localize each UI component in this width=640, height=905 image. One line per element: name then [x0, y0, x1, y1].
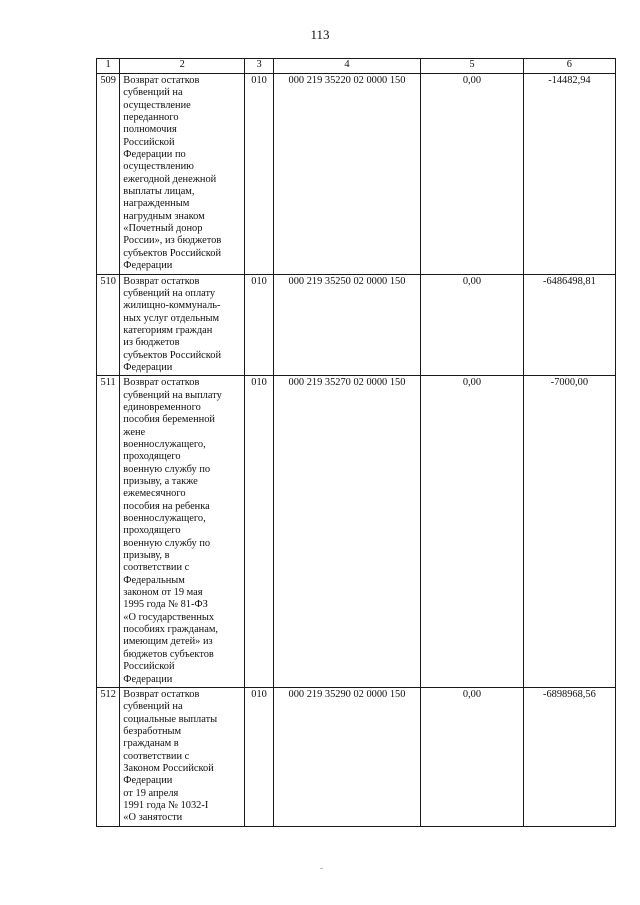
- row-code: 010: [245, 376, 274, 688]
- row-number: 510: [97, 274, 120, 376]
- row-col5: 0,00: [421, 274, 524, 376]
- row-col6: -14482,94: [523, 74, 615, 275]
- row-kbk: 000 219 35270 02 0000 150: [273, 376, 420, 688]
- column-header-6: 6: [523, 59, 615, 74]
- row-col5: 0,00: [421, 376, 524, 688]
- table-row: [97, 74, 616, 275]
- column-header-2: 2: [120, 59, 245, 74]
- column-header-4: 4: [273, 59, 420, 74]
- column-header-1: 1: [97, 59, 120, 74]
- row-col5: 0,00: [421, 74, 524, 275]
- row-code: 010: [245, 687, 274, 826]
- scan-speck: [320, 868, 323, 869]
- row-kbk: 000 219 35250 02 0000 150: [273, 274, 420, 376]
- row-kbk: 000 219 35290 02 0000 150: [273, 687, 420, 826]
- table-row: [97, 274, 616, 376]
- row-code: 010: [245, 274, 274, 376]
- table-header-row: [97, 59, 616, 74]
- column-header-5: 5: [421, 59, 524, 74]
- row-code: 010: [245, 74, 274, 275]
- row-name: Возврат остатков субвенций на осуществление переданного полномочия Российской Федерации по осуществлению ежегодной денежной выплаты лицам, награжденным нагрудным знаком «Почетный донор России», из бюджетов субъектов Российской Федерации: [120, 74, 245, 275]
- row-col6: -7000,00: [523, 376, 615, 688]
- row-name: Возврат остатков субвенций на социальные выплаты безработным гражданам в соответствии с Законом Российской Федерации от 19 апреля 1991 года № 1032-I «О занятости: [120, 687, 245, 826]
- row-name: Возврат остатков субвенций на выплату единовременного пособия беременной жене военнослужащего, проходящего военную службу по призыву, а также ежемесячного пособия на ребенка военнослужащего, проходящего военную службу по призыву, в соответствии с Федеральным законом от 19 мая 1995 года № 81-ФЗ «О государственных пособиях гражданам, имеющим детей» из бюджетов субъектов Российской Федерации: [120, 376, 245, 688]
- row-number: 509: [97, 74, 120, 275]
- column-header-3: 3: [245, 59, 274, 74]
- row-number: 511: [97, 376, 120, 688]
- row-col6: -6898968,56: [523, 687, 615, 826]
- budget-table: [96, 58, 616, 827]
- row-col5: 0,00: [421, 687, 524, 826]
- row-name: Возврат остатков субвенций на оплату жилищно-коммуналь- ных услуг отдельным категориям граждан из бюджетов субъектов Российской Федерации: [120, 274, 245, 376]
- row-kbk: 000 219 35220 02 0000 150: [273, 74, 420, 275]
- row-number: 512: [97, 687, 120, 826]
- table-row: [97, 376, 616, 688]
- row-col6: -6486498,81: [523, 274, 615, 376]
- page-number: 113: [310, 27, 330, 42]
- table-row: [97, 687, 616, 826]
